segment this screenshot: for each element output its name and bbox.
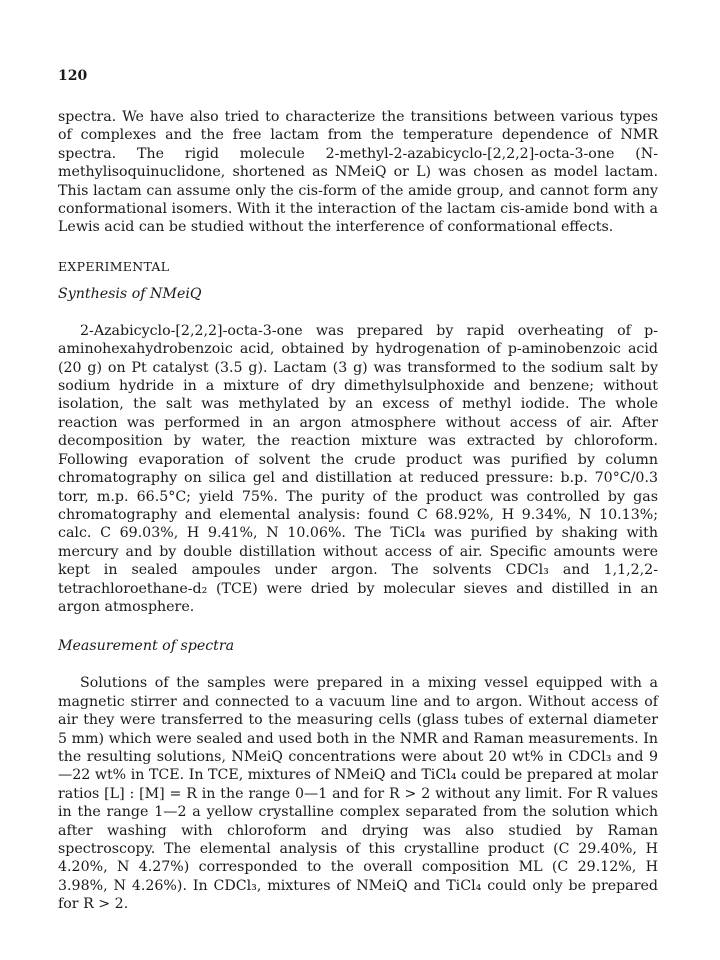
intro-paragraph: spectra. We have also tried to characterize the transitions between various types of complexes and the free lactam from the temperature dependence of NMR spectra. The rigid molecule 2-methyl-2-azabicyclo-[2,2,2]-octa-3-one (N-methylisoquinuclidone, shortened as NMeiQ or L) was chosen as model lactam. This lactam can assume only the cis-form of the amide group, and cannot form any conformational isomers. With it the interaction of the lactam cis-amide bond with a Lewis acid can be studied without the interference of conformational effects. [58,109,658,236]
subsection-title-measurement: Measurement of spectra [58,638,235,655]
measurement-paragraph: Solutions of the samples were prepared in a mixing vessel equipped with a magnetic stirrer and connected to a vacuum line and to argon. Without access of air they were transferred to the measuring cells (glass tubes of external diameter 5 mm) which were sealed and used both in the NMR and Raman measurements. In the resulting solutions, NMeiQ concentrations were about 20 wt% in CDCl₃ and 9—22 wt% in TCE. In TCE, mixtures of NMeiQ and TiCl₄ could be prepared at molar ratios [L] : [M] = R in the range 0—1 and for R > 2 without any limit. For R values in the range 1—2 a yellow crystalline complex separated from the solution which after washing with chloroform and drying was also studied by Raman spectroscopy. The elemental analysis of this crystalline product (C 29.40%, H 4.20%, N 4.27%) corresponded to the overall composition ML (C 29.12%, H 3.98%, N 4.26%). In CDCl₃, mixtures of NMeiQ and TiCl₄ could only be prepared for R > 2. [58,675,658,913]
document-page [58,68,658,914]
subsection-title-synthesis: Synthesis of NMeiQ [58,285,202,302]
section-heading-experimental: EXPERIMENTAL [58,258,170,274]
synthesis-paragraph: 2-Azabicyclo-[2,2,2]-octa-3-one was prepared by rapid overheating of p-aminohexahydrobenzoic acid, obtained by hydrogenation of p-aminobenzoic acid (20 g) on Pt catalyst (3.5 g). Lactam (3 g) was transformed to the sodium salt by sodium hydride in a mixture of dry dimethylsulphoxide and benzene; without isolation, the salt was methylated by an excess of methyl iodide. The whole reaction was performed in an argon atmosphere without access of air. After decomposition by water, the reaction mixture was extracted by chloroform. Following evaporation of solvent the crude product was purified by column chromatography on silica gel and distillation at reduced pressure: b.p. 70°C/0.3 torr, m.p. 66.5°C; yield 75%. The purity of the product was controlled by gas chromatography and elemental analysis: found C 68.92%, H 9.34%, N 10.13%; calc. C 69.03%, H 9.41%, N 10.06%. The TiCl₄ was purified by shaking with mercury and by double distillation without access of air. Specific amounts were kept in sealed ampoules under argon. The solvents CDCl₃ and 1,1,2,2-tetrachloroethane-d₂ (TCE) were dried by molecular sieves and distilled in an argon atmosphere. [58,322,658,615]
page-number: 120 [58,68,88,84]
